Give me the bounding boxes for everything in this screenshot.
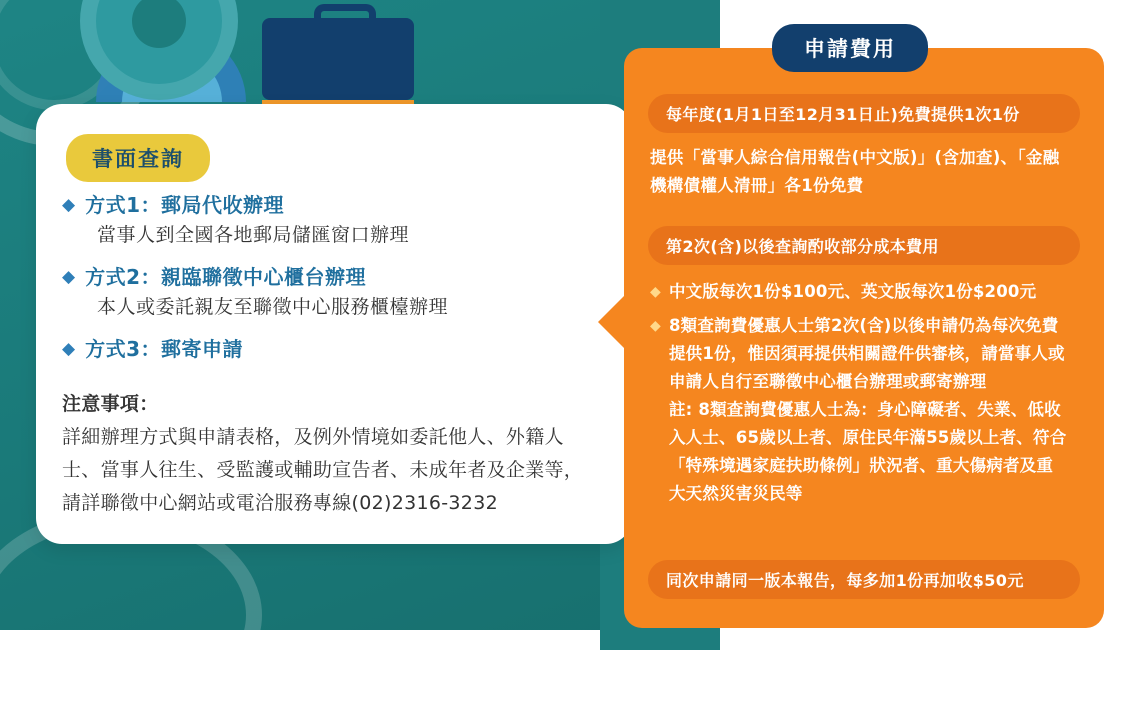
fee-pill-annual-free: 每年度(1月1日至12月31日止)免費提供1次1份 [648,94,1080,133]
method-item-2 [62,262,582,322]
notice-body: 詳細辦理方式與申請表格，及例外情境如委託他人、外籍人士、當事人往生、受監護或輔助宣告者、未成年者及企業等，請詳聯徵中心網站或電洽服務專線(02)2316-3232 [62,426,584,514]
method-item-3 [62,334,582,364]
notice-block [62,388,602,520]
method-title: 方式3：郵寄申請 [85,337,243,361]
diamond-bullet-icon: ◆ [650,284,661,300]
fee-bullet-2-text: 8類查詢費優惠人士第2次(含)以後申請仍為每次免費提供1份，惟因須再提供相關證件供審核，請當事人或申請人自行至聯徵中心櫃台辦理或郵寄辦理 [668,316,1065,391]
fee-bullet-2-body [669,312,1069,508]
diamond-bullet-icon: ◆ [62,339,76,359]
fee-bullet-1 [650,278,1070,306]
method-item-1 [62,190,582,250]
fee-pill-second-time: 第2次(含)以後查詢酌收部分成本費用 [648,226,1080,265]
fee-bullet-2 [650,312,1070,508]
diamond-bullet-icon: ◆ [62,195,76,215]
method-list [62,190,582,376]
diamond-bullet-icon: ◆ [62,267,76,287]
method-title: 方式2：親臨聯徵中心櫃台辦理 [85,265,366,289]
application-fee-badge: 申請費用 [772,24,928,72]
method-description: 本人或委託親友至聯徵中心服務櫃檯辦理 [97,296,449,318]
fee-bullet-1-text: 中文版每次1份$100元、英文版每次1份$200元 [668,282,1037,301]
method-title: 方式1：郵局代收辦理 [85,193,284,217]
notice-title: 注意事項： [62,393,159,415]
method-description: 當事人到全國各地郵局儲匯窗口辦理 [97,224,410,246]
briefcase-handle-icon [314,4,376,33]
fee-bullet-2-note: 註: 8類查詢費優惠人士為：身心障礙者、失業、低收入人士、65歲以上者、原住民年滿55歲以上者、符合「特殊境遇家庭扶助條例」狀況者、重大傷病者及重大天然災害災民等 [668,400,1067,503]
fee-free-description: 提供「當事人綜合信用報告(中文版)」(含加查)、「金融機構債權人清冊」各1份免費 [650,148,1060,195]
fee-pill-extra-copy: 同次申請同一版本報告，每多加1份再加收$50元 [648,560,1080,599]
diamond-bullet-icon: ◆ [650,318,661,334]
written-inquiry-badge: 書面查詢 [66,134,210,182]
